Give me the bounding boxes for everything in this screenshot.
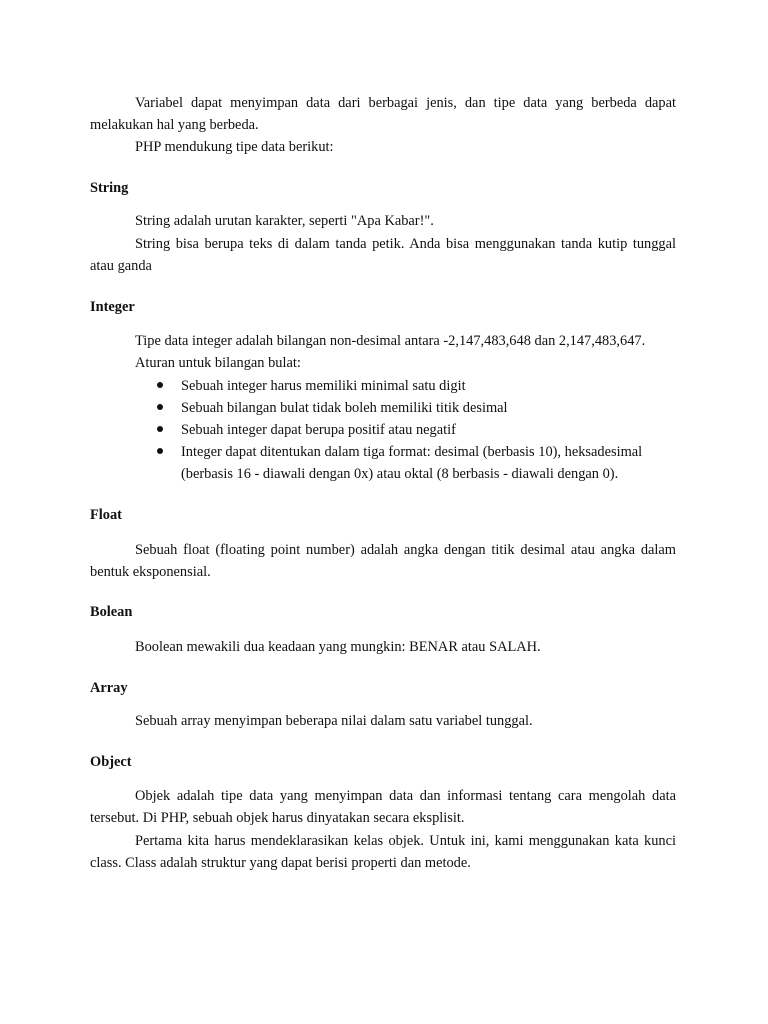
list-item [135,397,680,419]
heading-float: Float [90,507,122,523]
heading-array: Array [90,680,128,696]
bullet-icon [157,426,163,432]
object-paragraph-1: Objek adalah tipe data yang menyimpan data dan informasi tentang cara mengolah data tersebut. Di PHP, sebuah objek harus dinyatakan secara eksplisit. [90,788,676,826]
list-item [135,375,680,397]
integer-paragraph-1: Tipe data integer adalah bilangan non-desimal antara -2,147,483,648 dan 2,147,483,647. [135,333,646,349]
integer-paragraph-2: Aturan untuk bilangan bulat: [135,355,301,371]
bolean-paragraph-1: Boolean mewakili dua keadaan yang mungkin: BENAR atau SALAH. [135,639,541,655]
bullet-icon [157,382,163,388]
integer-rules-list [135,375,680,485]
string-paragraph-2: String bisa berupa teks di dalam tanda petik. Anda bisa menggunakan tanda kutip tunggal atau ganda [90,236,676,274]
heading-integer: Integer [90,299,135,315]
heading-bolean: Bolean [90,604,133,620]
rule-text: Integer dapat ditentukan dalam tiga format: desimal (berbasis 10), heksadesimal (berbasis 16 - diawali dengan 0x) atau oktal (8 berbasis - diawali dengan 0). [181,444,643,482]
heading-string: String [90,180,129,196]
bullet-icon [157,404,163,410]
list-item [135,419,680,441]
heading-object: Object [90,754,132,770]
intro-paragraph-1: Variabel dapat menyimpan data dari berbagai jenis, dan tipe data yang berbeda dapat melakukan hal yang berbeda. [90,95,676,133]
object-paragraph-2: Pertama kita harus mendeklarasikan kelas objek. Untuk ini, kami menggunakan kata kunci class. Class adalah struktur yang dapat berisi properti dan metode. [90,833,676,871]
rule-text: Sebuah integer harus memiliki minimal satu digit [181,378,466,394]
bullet-icon [157,448,163,454]
string-paragraph-1: String adalah urutan karakter, seperti "Apa Kabar!". [135,213,434,229]
array-paragraph-1: Sebuah array menyimpan beberapa nilai dalam satu variabel tunggal. [135,713,533,729]
float-paragraph-1: Sebuah float (floating point number) adalah angka dengan titik desimal atau angka dalam bentuk eksponensial. [90,542,676,580]
rule-text: Sebuah integer dapat berupa positif atau negatif [181,422,456,438]
rule-text: Sebuah bilangan bulat tidak boleh memiliki titik desimal [181,400,508,416]
intro-paragraph-2: PHP mendukung tipe data berikut: [135,139,334,155]
list-item [135,441,680,485]
